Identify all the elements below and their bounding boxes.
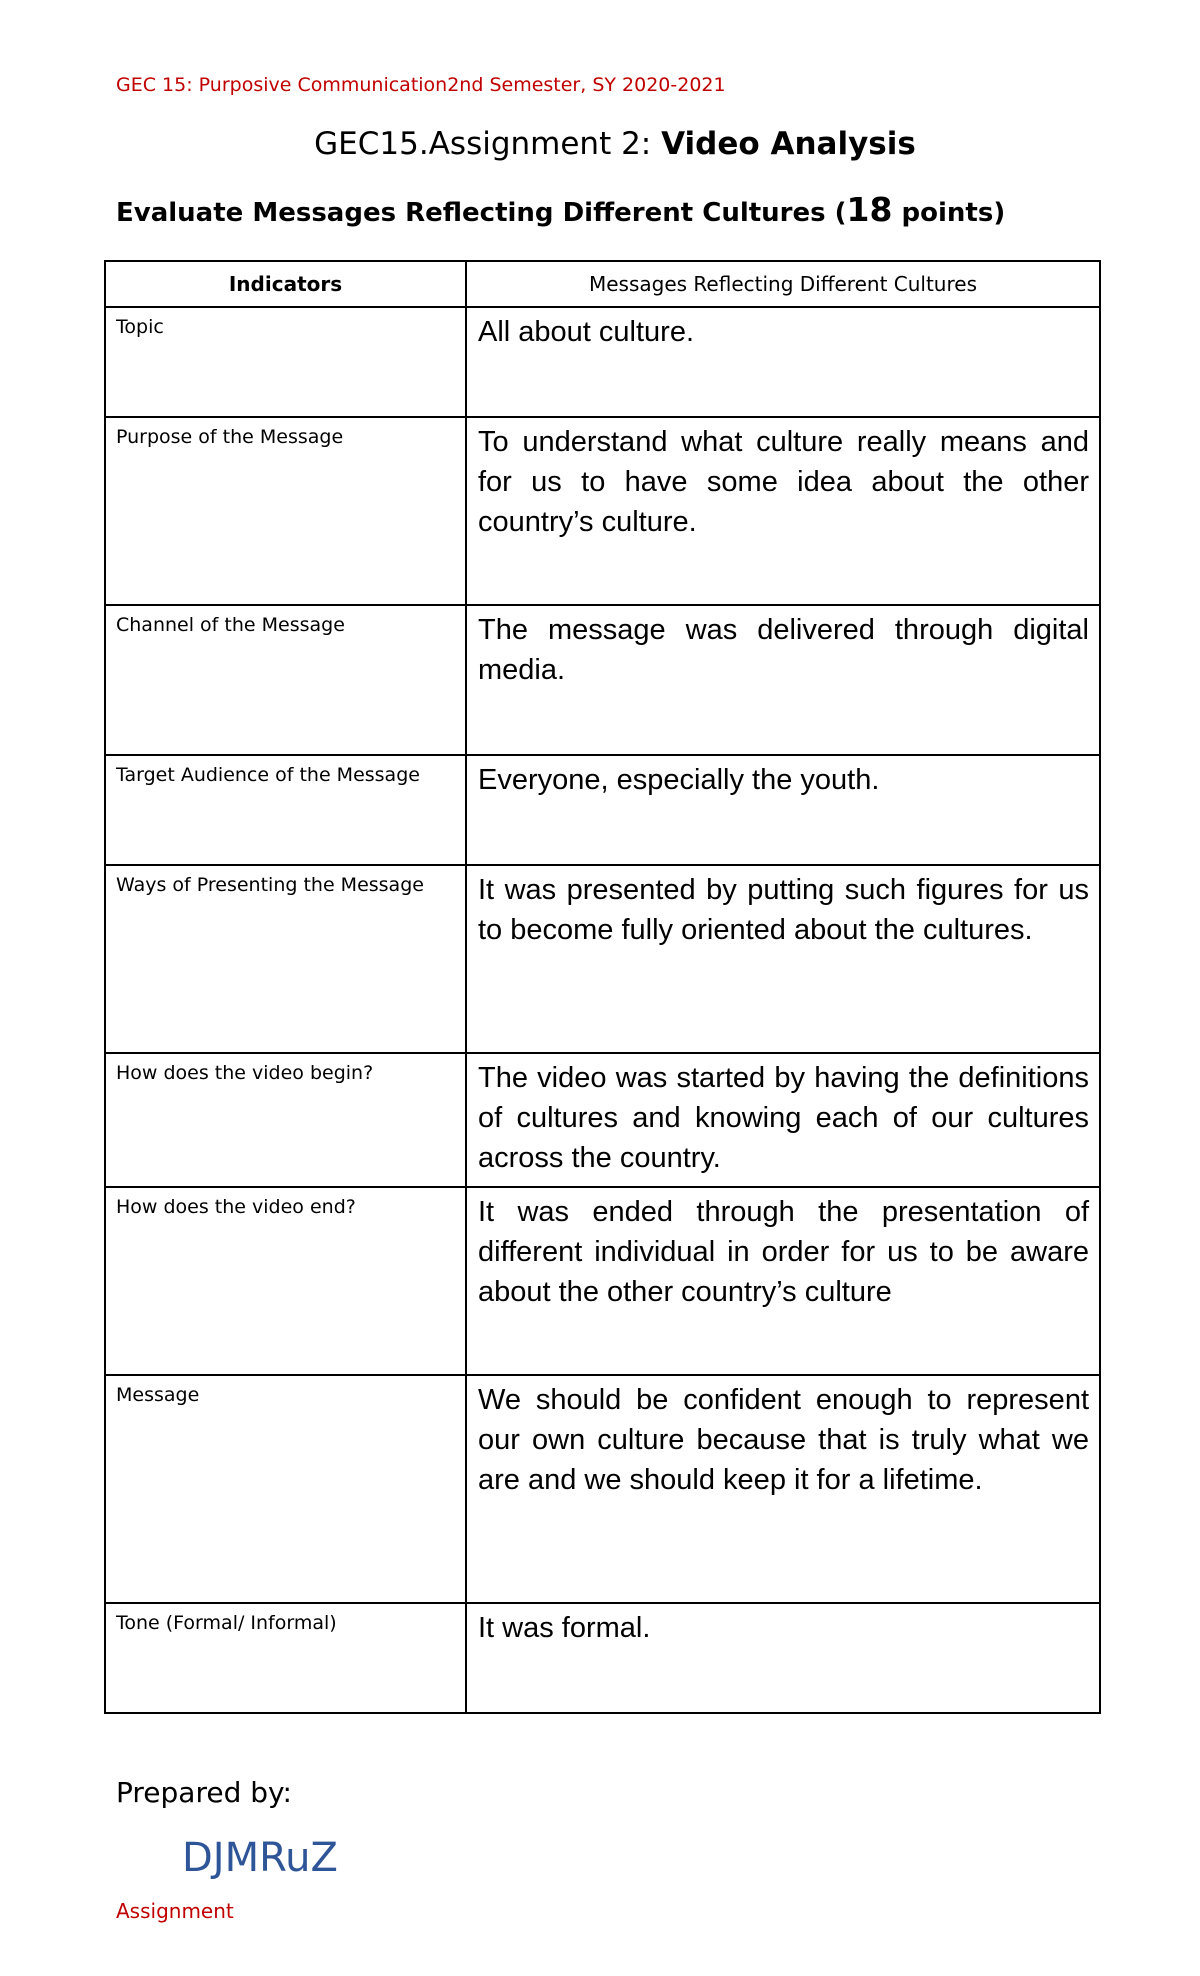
course-header: GEC 15: Purposive Communication2nd Semester, SY 2020-2021 [116, 74, 726, 96]
answer-cell: The message was delivered through digital media. [466, 605, 1100, 755]
indicator-cell: How does the video begin? [105, 1053, 466, 1187]
title-prefix: GEC15.Assignment 2: [314, 126, 662, 162]
table-row [105, 307, 1100, 417]
answer-cell: All about culture. [466, 307, 1100, 417]
indicator-cell: Message [105, 1375, 466, 1603]
table-row [105, 865, 1100, 1053]
assignment-title [0, 126, 1200, 162]
analysis-table [104, 260, 1101, 1714]
title-bold: Video Analysis [661, 126, 916, 162]
footer-label: Assignment [116, 1899, 234, 1923]
indicator-cell: Ways of Presenting the Message [105, 865, 466, 1053]
table-row [105, 755, 1100, 865]
answer-cell: It was formal. [466, 1603, 1100, 1713]
subtitle-after: points) [892, 198, 1006, 228]
indicator-cell: Topic [105, 307, 466, 417]
instructions-heading [116, 190, 1005, 229]
table-header-row [105, 261, 1100, 307]
indicator-cell: Purpose of the Message [105, 417, 466, 605]
points-number: 18 [846, 190, 893, 229]
prepared-by-label: Prepared by: [116, 1776, 292, 1809]
answer-cell: It was presented by putting such figures for us to become fully oriented about the cultures. [466, 865, 1100, 1053]
table-row [105, 1053, 1100, 1187]
indicator-cell: Target Audience of the Message [105, 755, 466, 865]
table-row [105, 1187, 1100, 1375]
table-row [105, 605, 1100, 755]
table-row [105, 1375, 1100, 1603]
indicator-cell: Tone (Formal/ Informal) [105, 1603, 466, 1713]
table-row [105, 1603, 1100, 1713]
header-indicators: Indicators [105, 261, 466, 307]
answer-cell: Everyone, especially the youth. [466, 755, 1100, 865]
signature-name: DJMRuZ [182, 1835, 338, 1881]
answer-cell: It was ended through the presentation of different individual in order for us to be aware about the other country’s culture [466, 1187, 1100, 1375]
answer-cell: To understand what culture really means and for us to have some idea about the other country’s culture. [466, 417, 1100, 605]
answer-cell: The video was started by having the definitions of cultures and knowing each of our cultures across the country. [466, 1053, 1100, 1187]
indicator-cell: How does the video end? [105, 1187, 466, 1375]
answer-cell: We should be confident enough to represent our own culture because that is truly what we are and we should keep it for a lifetime. [466, 1375, 1100, 1603]
indicator-cell: Channel of the Message [105, 605, 466, 755]
table-row [105, 417, 1100, 605]
header-messages: Messages Reflecting Different Cultures [466, 261, 1100, 307]
subtitle-before: Evaluate Messages Reflecting Different Cultures ( [116, 198, 847, 228]
